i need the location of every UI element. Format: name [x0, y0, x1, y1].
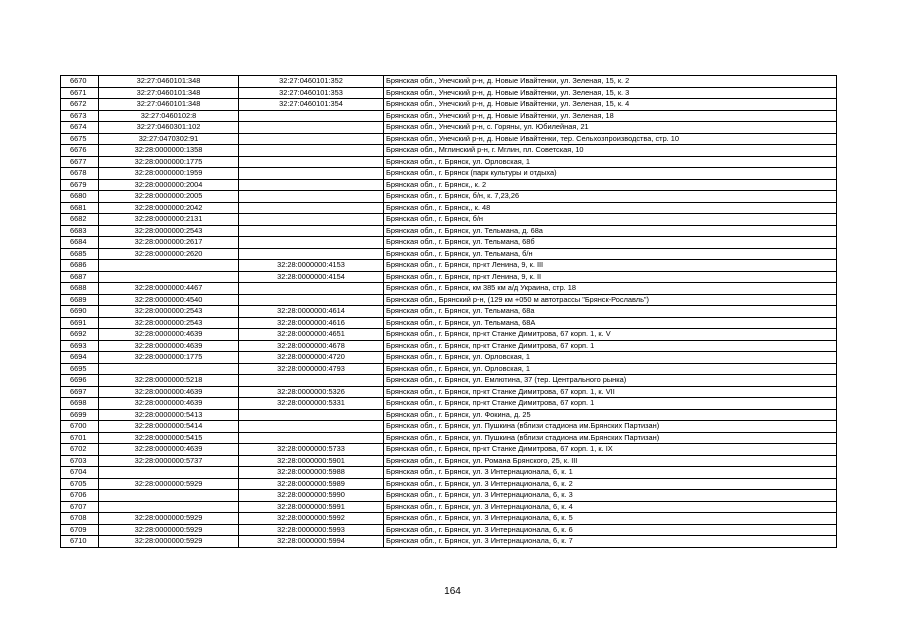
- cadastral-number-cell: 32:27:0460102:8: [99, 110, 239, 122]
- registry-table-body: [61, 76, 837, 548]
- cadastral-number-cell: 32:28:0000000:1959: [99, 168, 239, 180]
- table-row: [61, 145, 837, 157]
- table-row: [61, 363, 837, 375]
- object-cadastral-number-cell: 32:28:0000000:5993: [239, 524, 384, 536]
- object-cadastral-number-cell: [239, 432, 384, 444]
- row-number-cell: 6680: [61, 191, 99, 203]
- table-row: [61, 283, 837, 295]
- row-number-cell: 6674: [61, 122, 99, 134]
- object-cadastral-number-cell: 32:28:0000000:4720: [239, 352, 384, 364]
- table-row: [61, 248, 837, 260]
- address-cell: Брянская обл., г. Брянск, ул. Орловская, 1: [384, 352, 837, 364]
- object-cadastral-number-cell: 32:27:0460101:353: [239, 87, 384, 99]
- cadastral-number-cell: 32:28:0000000:4639: [99, 386, 239, 398]
- row-number-cell: 6673: [61, 110, 99, 122]
- address-cell: Брянская обл., г. Брянск, км 385 км а/д Украина, стр. 18: [384, 283, 837, 295]
- table-row: [61, 352, 837, 364]
- row-number-cell: 6697: [61, 386, 99, 398]
- table-row: [61, 110, 837, 122]
- object-cadastral-number-cell: [239, 225, 384, 237]
- row-number-cell: 6678: [61, 168, 99, 180]
- cadastral-number-cell: 32:27:0460101:348: [99, 99, 239, 111]
- table-row: [61, 536, 837, 548]
- address-cell: Брянская обл., г. Брянск, ул. Тельмана, б/н: [384, 248, 837, 260]
- address-cell: Брянская обл., г. Брянск, ул. 3 Интернационала, 6, к. 4: [384, 501, 837, 513]
- table-row: [61, 490, 837, 502]
- object-cadastral-number-cell: [239, 248, 384, 260]
- table-row: [61, 76, 837, 88]
- object-cadastral-number-cell: 32:27:0460101:352: [239, 76, 384, 88]
- table-row: [61, 179, 837, 191]
- cadastral-number-cell: [99, 490, 239, 502]
- object-cadastral-number-cell: [239, 409, 384, 421]
- address-cell: Брянская обл., г. Брянск, ул. Романа Брянского, 25, к. III: [384, 455, 837, 467]
- table-row: [61, 214, 837, 226]
- cadastral-number-cell: 32:28:0000000:5737: [99, 455, 239, 467]
- table-row: [61, 329, 837, 341]
- row-number-cell: 6704: [61, 467, 99, 479]
- cadastral-number-cell: 32:28:0000000:1775: [99, 156, 239, 168]
- address-cell: Брянская обл., г. Брянск, ул. 3 Интернационала, 6, к. 5: [384, 513, 837, 525]
- address-cell: Брянская обл., г. Брянск, б/н: [384, 214, 837, 226]
- row-number-cell: 6698: [61, 398, 99, 410]
- row-number-cell: 6699: [61, 409, 99, 421]
- cadastral-number-cell: 32:28:0000000:1775: [99, 352, 239, 364]
- row-number-cell: 6703: [61, 455, 99, 467]
- row-number-cell: 6670: [61, 76, 99, 88]
- address-cell: Брянская обл., Унечский р-н, д. Новые Ивайтенки, ул. Зеленая, 15, к. 4: [384, 99, 837, 111]
- address-cell: Брянская обл., Унечский р-н, д. Новые Ивайтенки, ул. Зеленая, 15, к. 2: [384, 76, 837, 88]
- cadastral-number-cell: 32:27:0460301:102: [99, 122, 239, 134]
- address-cell: Брянская обл., г. Брянск, пр-кт Станке Димитрова, 67 корп. 1, к. V: [384, 329, 837, 341]
- row-number-cell: 6679: [61, 179, 99, 191]
- row-number-cell: 6705: [61, 478, 99, 490]
- table-row: [61, 168, 837, 180]
- cadastral-number-cell: [99, 501, 239, 513]
- table-row: [61, 398, 837, 410]
- table-row: [61, 478, 837, 490]
- table-row: [61, 156, 837, 168]
- address-cell: Брянская обл., г. Брянск, ул. Тельмана, 68б: [384, 237, 837, 249]
- object-cadastral-number-cell: [239, 214, 384, 226]
- object-cadastral-number-cell: [239, 133, 384, 145]
- row-number-cell: 6682: [61, 214, 99, 226]
- row-number-cell: 6671: [61, 87, 99, 99]
- cadastral-number-cell: 32:28:0000000:5414: [99, 421, 239, 433]
- cadastral-number-cell: 32:28:0000000:2004: [99, 179, 239, 191]
- cadastral-number-cell: 32:28:0000000:2617: [99, 237, 239, 249]
- cadastral-number-cell: 32:28:0000000:5929: [99, 524, 239, 536]
- object-cadastral-number-cell: 32:28:0000000:4678: [239, 340, 384, 352]
- row-number-cell: 6708: [61, 513, 99, 525]
- row-number-cell: 6702: [61, 444, 99, 456]
- object-cadastral-number-cell: 32:28:0000000:5326: [239, 386, 384, 398]
- table-row: [61, 501, 837, 513]
- cadastral-number-cell: 32:28:0000000:2543: [99, 225, 239, 237]
- cadastral-number-cell: 32:27:0460101:348: [99, 76, 239, 88]
- row-number-cell: 6707: [61, 501, 99, 513]
- table-row: [61, 421, 837, 433]
- object-cadastral-number-cell: [239, 110, 384, 122]
- address-cell: Брянская обл., г. Брянск, пр-кт Станке Димитрова, 67 корп. 1: [384, 398, 837, 410]
- object-cadastral-number-cell: 32:28:0000000:4793: [239, 363, 384, 375]
- table-row: [61, 271, 837, 283]
- table-row: [61, 294, 837, 306]
- cadastral-number-cell: 32:28:0000000:2005: [99, 191, 239, 203]
- table-row: [61, 409, 837, 421]
- object-cadastral-number-cell: 32:28:0000000:5988: [239, 467, 384, 479]
- object-cadastral-number-cell: 32:28:0000000:5991: [239, 501, 384, 513]
- object-cadastral-number-cell: 32:28:0000000:4616: [239, 317, 384, 329]
- cadastral-number-cell: 32:28:0000000:5929: [99, 536, 239, 548]
- object-cadastral-number-cell: [239, 421, 384, 433]
- row-number-cell: 6694: [61, 352, 99, 364]
- address-cell: Брянская обл., г. Брянск, пр-кт Станке Димитрова, 67 корп. 1, к. IX: [384, 444, 837, 456]
- address-cell: Брянская обл., г. Брянск, пр-кт Ленина, 9, к. III: [384, 260, 837, 272]
- table-row: [61, 133, 837, 145]
- cadastral-number-cell: 32:27:0460101:348: [99, 87, 239, 99]
- object-cadastral-number-cell: [239, 283, 384, 295]
- row-number-cell: 6686: [61, 260, 99, 272]
- cadastral-number-cell: 32:28:0000000:4639: [99, 329, 239, 341]
- address-cell: Брянская обл., г. Брянск,, к. 48: [384, 202, 837, 214]
- table-row: [61, 191, 837, 203]
- address-cell: Брянская обл., г. Брянск, б/н, к. 7,23,26: [384, 191, 837, 203]
- object-cadastral-number-cell: [239, 156, 384, 168]
- row-number-cell: 6700: [61, 421, 99, 433]
- object-cadastral-number-cell: 32:28:0000000:4614: [239, 306, 384, 318]
- cadastral-number-cell: 32:28:0000000:4639: [99, 398, 239, 410]
- address-cell: Брянская обл., г. Брянск, ул. 3 Интернационала, 6, к. 1: [384, 467, 837, 479]
- object-cadastral-number-cell: [239, 375, 384, 387]
- address-cell: Брянская обл., г. Брянск, ул. Тельмана, д. 68а: [384, 225, 837, 237]
- row-number-cell: 6688: [61, 283, 99, 295]
- cadastral-number-cell: [99, 467, 239, 479]
- object-cadastral-number-cell: 32:28:0000000:5901: [239, 455, 384, 467]
- object-cadastral-number-cell: [239, 202, 384, 214]
- row-number-cell: 6696: [61, 375, 99, 387]
- cadastral-number-cell: 32:27:0470302:91: [99, 133, 239, 145]
- address-cell: Брянская обл., г. Брянск, ул. Орловская, 1: [384, 156, 837, 168]
- row-number-cell: 6691: [61, 317, 99, 329]
- table-row: [61, 513, 837, 525]
- object-cadastral-number-cell: 32:28:0000000:4153: [239, 260, 384, 272]
- row-number-cell: 6683: [61, 225, 99, 237]
- row-number-cell: 6687: [61, 271, 99, 283]
- page-number: 164: [444, 586, 461, 597]
- object-cadastral-number-cell: [239, 179, 384, 191]
- table-row: [61, 99, 837, 111]
- object-cadastral-number-cell: [239, 191, 384, 203]
- cadastral-number-cell: 32:28:0000000:5415: [99, 432, 239, 444]
- row-number-cell: 6689: [61, 294, 99, 306]
- cadastral-number-cell: 32:28:0000000:4540: [99, 294, 239, 306]
- cadastral-number-cell: 32:28:0000000:5413: [99, 409, 239, 421]
- object-cadastral-number-cell: [239, 294, 384, 306]
- address-cell: Брянская обл., г. Брянск, ул. 3 Интернационала, 6, к. 7: [384, 536, 837, 548]
- table-row: [61, 260, 837, 272]
- row-number-cell: 6709: [61, 524, 99, 536]
- row-number-cell: 6685: [61, 248, 99, 260]
- cadastral-number-cell: [99, 271, 239, 283]
- object-cadastral-number-cell: 32:28:0000000:5992: [239, 513, 384, 525]
- table-row: [61, 237, 837, 249]
- cadastral-number-cell: 32:28:0000000:5218: [99, 375, 239, 387]
- address-cell: Брянская обл., Унечский р-н, с. Горяны, ул. Юбилейная, 21: [384, 122, 837, 134]
- address-cell: Брянская обл., г. Брянск, ул. Тельмана, 68а: [384, 306, 837, 318]
- cadastral-number-cell: [99, 260, 239, 272]
- table-row: [61, 432, 837, 444]
- object-cadastral-number-cell: [239, 237, 384, 249]
- address-cell: Брянская обл., г. Брянск, пр-кт Станке Димитрова, 67 корп. 1, к. VII: [384, 386, 837, 398]
- registry-table: [60, 75, 837, 548]
- address-cell: Брянская обл., г. Брянск (парк культуры и отдыха): [384, 168, 837, 180]
- cadastral-number-cell: 32:28:0000000:1358: [99, 145, 239, 157]
- address-cell: Брянская обл., г. Брянск, пр-кт Ленина, 9, к. II: [384, 271, 837, 283]
- object-cadastral-number-cell: 32:28:0000000:5733: [239, 444, 384, 456]
- cadastral-number-cell: [99, 363, 239, 375]
- cadastral-number-cell: 32:28:0000000:4639: [99, 444, 239, 456]
- cadastral-number-cell: 32:28:0000000:2042: [99, 202, 239, 214]
- object-cadastral-number-cell: 32:28:0000000:5990: [239, 490, 384, 502]
- address-cell: Брянская обл., г. Брянск, ул. 3 Интернационала, 6, к. 3: [384, 490, 837, 502]
- object-cadastral-number-cell: [239, 168, 384, 180]
- object-cadastral-number-cell: 32:28:0000000:4651: [239, 329, 384, 341]
- object-cadastral-number-cell: 32:28:0000000:5989: [239, 478, 384, 490]
- table-row: [61, 122, 837, 134]
- row-number-cell: 6684: [61, 237, 99, 249]
- address-cell: Брянская обл., Унечский р-н, д. Новые Ивайтенки, ул. Зеленая, 18: [384, 110, 837, 122]
- object-cadastral-number-cell: 32:28:0000000:4154: [239, 271, 384, 283]
- address-cell: Брянская обл., Брянский р-н, (129 км +050 м автотрассы "Брянск-Рославль"): [384, 294, 837, 306]
- row-number-cell: 6695: [61, 363, 99, 375]
- address-cell: Брянская обл., г. Брянск, ул. 3 Интернационала, 6, к. 6: [384, 524, 837, 536]
- cadastral-number-cell: 32:28:0000000:4639: [99, 340, 239, 352]
- object-cadastral-number-cell: [239, 122, 384, 134]
- table-row: [61, 386, 837, 398]
- address-cell: Брянская обл., Унечский р-н, д. Новые Ивайтенки, тер. Сельхозпроизводства, стр. 10: [384, 133, 837, 145]
- object-cadastral-number-cell: 32:27:0460101:354: [239, 99, 384, 111]
- row-number-cell: 6677: [61, 156, 99, 168]
- table-row: [61, 467, 837, 479]
- address-cell: Брянская обл., г. Брянск, ул. Пушкина (вблизи стадиона им.Брянских Партизан): [384, 432, 837, 444]
- address-cell: Брянская обл., г. Брянск,, к. 2: [384, 179, 837, 191]
- table-row: [61, 444, 837, 456]
- address-cell: Брянская обл., г. Брянск, ул. Тельмана, 68А: [384, 317, 837, 329]
- cadastral-number-cell: 32:28:0000000:2620: [99, 248, 239, 260]
- address-cell: Брянская обл., г. Брянск, ул. Орловская, 1: [384, 363, 837, 375]
- row-number-cell: 6693: [61, 340, 99, 352]
- address-cell: Брянская обл., г. Брянск, ул. Фокина, д. 25: [384, 409, 837, 421]
- row-number-cell: 6710: [61, 536, 99, 548]
- table-row: [61, 317, 837, 329]
- cadastral-number-cell: 32:28:0000000:5929: [99, 513, 239, 525]
- cadastral-number-cell: 32:28:0000000:2543: [99, 317, 239, 329]
- table-row: [61, 340, 837, 352]
- cadastral-number-cell: 32:28:0000000:2543: [99, 306, 239, 318]
- table-row: [61, 375, 837, 387]
- address-cell: Брянская обл., г. Брянск, ул. Пушкина (вблизи стадиона им.Брянских Партизан): [384, 421, 837, 433]
- table-row: [61, 455, 837, 467]
- table-row: [61, 225, 837, 237]
- table-row: [61, 306, 837, 318]
- table-row: [61, 87, 837, 99]
- cadastral-number-cell: 32:28:0000000:2131: [99, 214, 239, 226]
- table-row: [61, 524, 837, 536]
- cadastral-number-cell: 32:28:0000000:4467: [99, 283, 239, 295]
- object-cadastral-number-cell: [239, 145, 384, 157]
- object-cadastral-number-cell: 32:28:0000000:5994: [239, 536, 384, 548]
- address-cell: Брянская обл., Мглинский р-н, г. Мглин, пл. Советская, 10: [384, 145, 837, 157]
- address-cell: Брянская обл., Унечский р-н, д. Новые Ивайтенки, ул. Зеленая, 15, к. 3: [384, 87, 837, 99]
- row-number-cell: 6706: [61, 490, 99, 502]
- row-number-cell: 6692: [61, 329, 99, 341]
- row-number-cell: 6676: [61, 145, 99, 157]
- address-cell: Брянская обл., г. Брянск, ул. 3 Интернационала, 6, к. 2: [384, 478, 837, 490]
- row-number-cell: 6690: [61, 306, 99, 318]
- address-cell: Брянская обл., г. Брянск, ул. Емлютина, 37 (тер. Центрального рынка): [384, 375, 837, 387]
- row-number-cell: 6675: [61, 133, 99, 145]
- object-cadastral-number-cell: 32:28:0000000:5331: [239, 398, 384, 410]
- table-row: [61, 202, 837, 214]
- cadastral-number-cell: 32:28:0000000:5929: [99, 478, 239, 490]
- address-cell: Брянская обл., г. Брянск, пр-кт Станке Димитрова, 67 корп. 1: [384, 340, 837, 352]
- row-number-cell: 6672: [61, 99, 99, 111]
- row-number-cell: 6701: [61, 432, 99, 444]
- row-number-cell: 6681: [61, 202, 99, 214]
